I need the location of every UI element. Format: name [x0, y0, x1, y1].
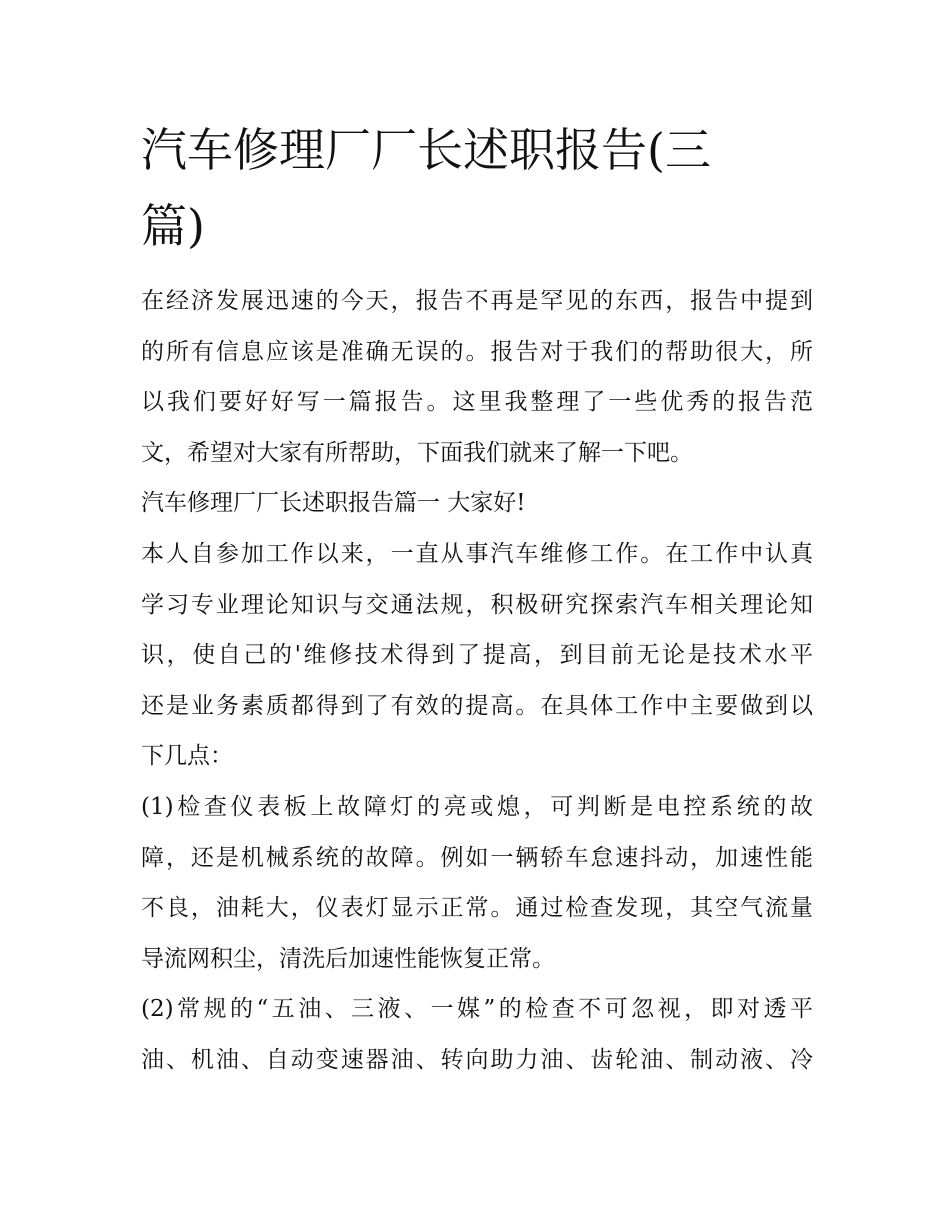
text-line: 识，使自己的'维修技术得到了提高，到目前无论是技术水平	[141, 642, 813, 669]
text-line: 在经济发展迅速的今天，报告不再是罕见的东西，报告中提到	[141, 288, 813, 314]
text-line: 汽车修理厂厂长述职报告篇一 大家好!	[141, 490, 526, 517]
text-line: 下几点：	[141, 743, 233, 770]
intro-paragraph	[141, 276, 813, 478]
text-line: 还是业务素质都得到了有效的提高。在具体工作中主要做到以	[141, 692, 813, 719]
body-paragraph-1	[141, 529, 813, 782]
document-content	[141, 112, 813, 1086]
section-heading	[141, 478, 813, 529]
text-line: 文，希望对大家有所帮助，下面我们就来了解一下吧。	[141, 439, 693, 466]
document-body	[141, 276, 813, 1086]
title-line-2: 篇)	[141, 199, 205, 253]
body-paragraph-3	[141, 984, 813, 1085]
text-line: (2)常规的“五油、三液、一媒”的检查不可忽视，即对透平	[141, 996, 813, 1023]
text-line: 以我们要好好写一篇报告。这里我整理了一些优秀的报告范	[141, 389, 813, 416]
document-title	[141, 112, 771, 264]
text-line: 油、机油、自动变速器油、转向助力油、齿轮油、制动液、冷	[141, 1046, 813, 1073]
text-line: 的所有信息应该是准确无误的。报告对于我们的帮助很大，所	[141, 338, 813, 365]
text-line: 障，还是机械系统的故障。例如一辆轿车怠速抖动，加速性能	[141, 844, 813, 871]
body-paragraph-2	[141, 782, 813, 984]
text-line: (1)检查仪表板上故障灯的亮或熄，可判断是电控系统的故	[141, 793, 813, 820]
text-line: 导流网积尘，清洗后加速性能恢复正常。	[141, 945, 555, 972]
text-line: 本人自参加工作以来，一直从事汽车维修工作。在工作中认真	[141, 540, 813, 567]
title-line-1: 汽车修理厂厂长述职报告(三	[141, 123, 711, 177]
text-line: 学习专业理论知识与交通法规，积极研究探索汽车相关理论知	[141, 591, 813, 618]
text-line: 不良，油耗大，仪表灯显示正常。通过检查发现，其空气流量	[141, 895, 813, 922]
